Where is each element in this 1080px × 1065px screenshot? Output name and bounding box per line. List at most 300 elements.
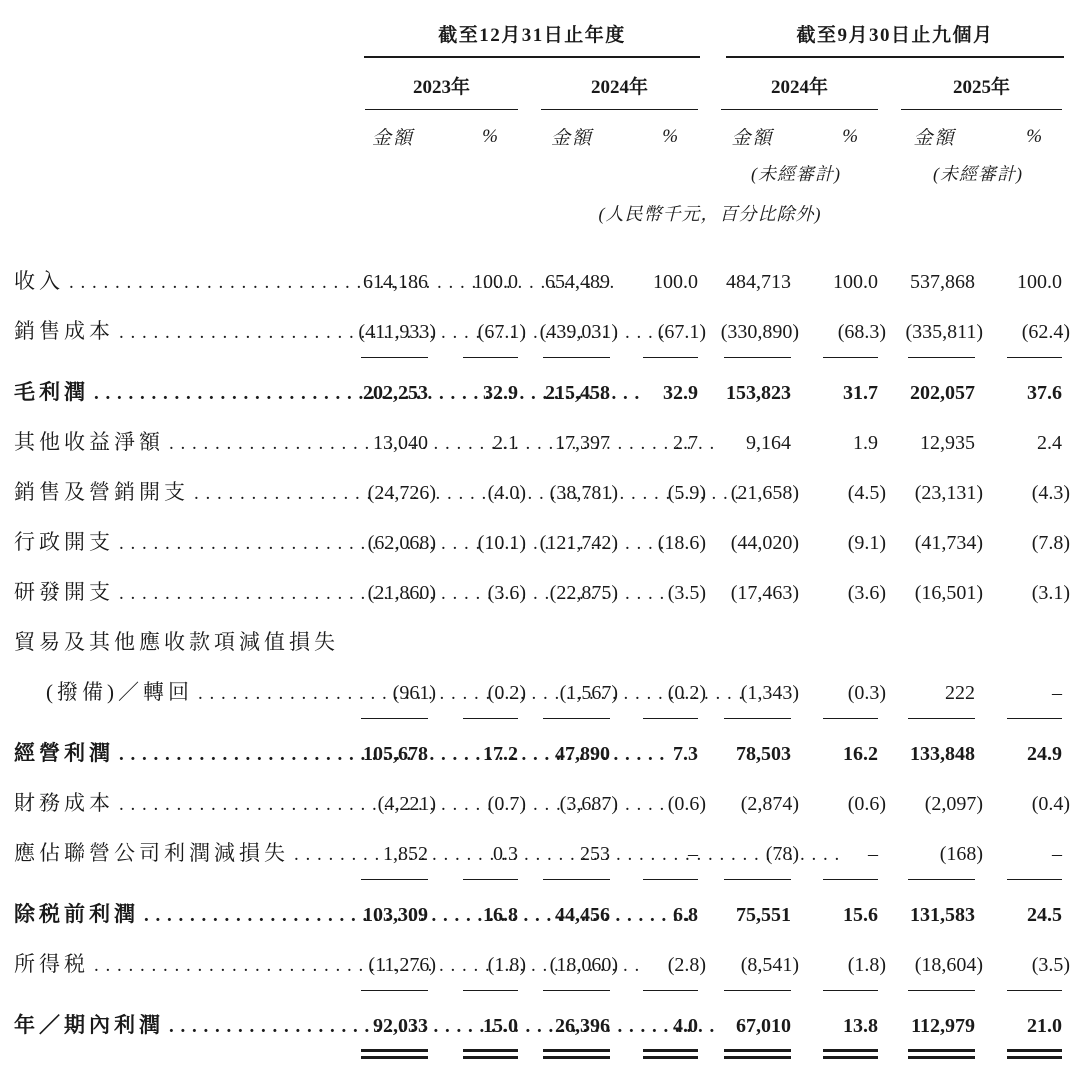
value-cell: [350, 467, 436, 517]
unaudited-row: [0, 150, 1070, 186]
value-cell: [436, 1000, 526, 1065]
value: 253: [580, 843, 610, 865]
value-cell: [886, 417, 983, 467]
value-cell: [706, 939, 799, 1000]
value: (0.6): [847, 793, 887, 815]
value: (18.6): [657, 532, 707, 554]
value-cell: [983, 728, 1070, 778]
amount-header-4: 金額: [913, 128, 956, 149]
value-cell: [436, 417, 526, 467]
value: (7.8): [1031, 532, 1071, 554]
value-cell: [618, 306, 706, 367]
year-header-2024-9m: 2024年: [721, 58, 878, 110]
value-cell: [350, 417, 436, 467]
value: 17,397: [555, 432, 610, 454]
value: (17,463): [730, 582, 800, 604]
value: 15.6: [843, 904, 879, 926]
value: 222: [945, 682, 976, 704]
table-row: [0, 367, 1070, 417]
value: 78,503: [736, 743, 792, 765]
value-cell: [706, 617, 799, 667]
value-cell: [350, 939, 436, 1000]
value: (22,875): [549, 582, 618, 604]
value: (0.2): [487, 682, 526, 704]
value: 2.4: [1037, 432, 1063, 454]
value: (2.8): [667, 954, 707, 976]
value: 112,979: [911, 1015, 976, 1037]
value: 16.8: [483, 904, 518, 926]
value: (3.5): [667, 582, 707, 604]
row-label-cell: [0, 306, 350, 367]
value-cell: [886, 256, 983, 306]
value-cell: [706, 467, 799, 517]
value: 6.8: [673, 904, 699, 926]
table-row: [0, 567, 1070, 617]
value-cell: [350, 517, 436, 567]
value-cell: [799, 367, 886, 417]
row-label-cell: [0, 367, 350, 417]
value: –: [688, 843, 699, 865]
value-cell: [526, 306, 618, 367]
value: (3.6): [847, 582, 887, 604]
row-label-cell: [0, 939, 350, 1000]
value: (67.1): [477, 321, 526, 343]
value: –: [1052, 682, 1063, 704]
value-cell: [886, 939, 983, 1000]
value: (330,890): [720, 321, 800, 343]
value: 1.9: [853, 432, 879, 454]
table-row: [0, 306, 1070, 367]
row-label-cell: [0, 1000, 350, 1065]
value-cell: [618, 567, 706, 617]
value-cell: [983, 667, 1070, 728]
value-cell: [350, 667, 436, 728]
value-cell: [436, 256, 526, 306]
value-cell: [706, 417, 799, 467]
value-cell: [886, 367, 983, 417]
value-cell: [799, 1000, 886, 1065]
amount-header-1: 金額: [371, 128, 414, 149]
value: (18,604): [914, 954, 984, 976]
value-cell: [350, 1000, 436, 1065]
row-label: 銷售成本: [14, 319, 114, 343]
value-cell: [886, 467, 983, 517]
value: (3.1): [1031, 582, 1071, 604]
row-label: 應佔聯營公司利潤減損失: [14, 841, 289, 865]
value: (68.3): [837, 321, 887, 343]
value-cell: [436, 617, 526, 667]
value: 153,823: [726, 382, 792, 404]
value-cell: [436, 467, 526, 517]
value: 100.0: [1017, 271, 1063, 293]
value-cell: [618, 667, 706, 728]
value-cell: [618, 256, 706, 306]
row-label: 毛利潤: [14, 380, 89, 404]
value: 0.3: [493, 843, 518, 865]
value: (3.5): [1031, 954, 1071, 976]
value: (18,060): [549, 954, 618, 976]
table-row: [0, 828, 1070, 889]
value: 31.7: [843, 382, 879, 404]
row-label-cell: [0, 889, 350, 939]
row-label-cell: [0, 517, 350, 567]
value: (4.0): [487, 482, 526, 504]
row-label: 研發開支: [14, 580, 114, 604]
table-row: [0, 889, 1070, 939]
amount-header-3: 金額: [731, 128, 774, 149]
row-label-cell: [0, 778, 350, 828]
row-label-cell: [0, 256, 350, 306]
value: 103,309: [363, 904, 428, 926]
value-cell: [706, 367, 799, 417]
row-label: 銷售及營銷開支: [14, 480, 189, 504]
value: 100.0: [653, 271, 699, 293]
value-cell: [436, 367, 526, 417]
row-label: 貿易及其他應收款項減值損失: [14, 630, 339, 654]
row-label: (撥備)／轉回: [46, 680, 193, 704]
value: (21,860): [367, 582, 436, 604]
value: 100.0: [473, 271, 518, 293]
value: 537,868: [910, 271, 976, 293]
value-cell: [526, 939, 618, 1000]
value-cell: [618, 417, 706, 467]
row-label: 除税前利潤: [14, 902, 139, 926]
value-cell: [799, 939, 886, 1000]
period-header-annual-cell: [350, 16, 706, 58]
value: 202,057: [910, 382, 976, 404]
row-label-cell: [0, 728, 350, 778]
value-cell: [350, 778, 436, 828]
value-cell: [436, 778, 526, 828]
value-cell: [526, 617, 618, 667]
period-header-nine-months-cell: [706, 16, 1070, 58]
value: –: [1052, 843, 1063, 865]
value-cell: [983, 256, 1070, 306]
value-cell: [618, 939, 706, 1000]
value: (21,658): [730, 482, 800, 504]
row-label-cell: [0, 667, 350, 728]
amount-header-2: 金額: [550, 128, 593, 149]
value-cell: [799, 778, 886, 828]
value-cell: [886, 1000, 983, 1065]
value-cell: [436, 728, 526, 778]
year-header-2024: 2024年: [541, 58, 698, 110]
value: 47,890: [555, 743, 610, 765]
value-cell: [436, 306, 526, 367]
percent-header-1: %: [482, 125, 498, 147]
percent-header-2: %: [662, 125, 679, 147]
value-cell: [983, 306, 1070, 367]
value-cell: [706, 828, 799, 889]
value-cell: [983, 889, 1070, 939]
value-cell: [526, 728, 618, 778]
value-cell: [350, 728, 436, 778]
value: (439,031): [539, 321, 618, 343]
value: 17.2: [483, 743, 518, 765]
value: 13,040: [373, 432, 428, 454]
row-label: 經營利潤: [14, 741, 114, 765]
value-cell: [618, 367, 706, 417]
table-row: [0, 617, 1070, 667]
value-cell: [799, 667, 886, 728]
value-cell: [526, 889, 618, 939]
unaudited-note-2024: (未經審計): [751, 164, 842, 184]
value-cell: [983, 467, 1070, 517]
value-cell: [526, 567, 618, 617]
value: 100.0: [833, 271, 879, 293]
value: 654,489: [545, 271, 610, 293]
value: 67,010: [736, 1015, 792, 1037]
value: 7.3: [673, 743, 699, 765]
value-cell: [799, 728, 886, 778]
value: 131,583: [910, 904, 976, 926]
value-cell: [350, 828, 436, 889]
value-cell: [886, 778, 983, 828]
value-cell: [436, 828, 526, 889]
row-label-cell: [0, 567, 350, 617]
table-row: [0, 778, 1070, 828]
value-cell: [799, 828, 886, 889]
row-label: 其他收益淨額: [14, 430, 164, 454]
value-cell: [618, 617, 706, 667]
value-cell: [886, 889, 983, 939]
value-cell: [799, 306, 886, 367]
value: (67.1): [657, 321, 707, 343]
value-cell: [350, 256, 436, 306]
value: (8,541): [740, 954, 800, 976]
period-header-annual: 截至12月31日止年度: [364, 16, 700, 58]
value: 15.0: [483, 1015, 518, 1037]
value: (4.3): [1031, 482, 1071, 504]
row-label-cell: [0, 828, 350, 889]
value-cell: [886, 306, 983, 367]
value-cell: [706, 517, 799, 567]
table-row: [0, 517, 1070, 567]
value: (2,874): [740, 793, 800, 815]
value: 133,848: [910, 743, 976, 765]
value-cell: [350, 367, 436, 417]
value: 2.7: [673, 432, 699, 454]
value-cell: [799, 889, 886, 939]
row-label-cell: [0, 617, 350, 667]
value-cell: [799, 256, 886, 306]
value-cell: [799, 617, 886, 667]
value: (5.9): [667, 482, 707, 504]
value-cell: [436, 567, 526, 617]
value: (10.1): [477, 532, 526, 554]
table-row: [0, 939, 1070, 1000]
value-cell: [886, 517, 983, 567]
value: –: [868, 843, 879, 865]
value: (1,343): [740, 682, 800, 704]
value: 614,186: [363, 271, 428, 293]
value-cell: [526, 828, 618, 889]
value-cell: [983, 567, 1070, 617]
value-cell: [886, 728, 983, 778]
value: 9,164: [746, 432, 792, 454]
row-label: 行政開支: [14, 530, 114, 554]
value: (335,811): [905, 321, 984, 343]
value: 12,935: [920, 432, 976, 454]
value-cell: [706, 667, 799, 728]
table-row: [0, 728, 1070, 778]
value: (1.8): [487, 954, 526, 976]
value-cell: [526, 467, 618, 517]
financial-table: [0, 16, 1070, 1065]
value-cell: [706, 778, 799, 828]
value: (1.8): [847, 954, 887, 976]
value-cell: [350, 306, 436, 367]
value: (4,221): [377, 793, 436, 815]
value-cell: [983, 778, 1070, 828]
value: 202,253: [363, 382, 428, 404]
table-row: [0, 417, 1070, 467]
value: 4.0: [673, 1015, 699, 1037]
value-cell: [886, 567, 983, 617]
value-cell: [983, 828, 1070, 889]
value-cell: [799, 517, 886, 567]
table-row: [0, 256, 1070, 306]
value: 105,678: [363, 743, 428, 765]
value-cell: [618, 728, 706, 778]
value: (411,933): [358, 321, 436, 343]
value: (0.4): [1031, 793, 1071, 815]
value: 1,852: [383, 843, 428, 865]
value: (16,501): [914, 582, 984, 604]
value: (78): [765, 843, 800, 865]
page: [0, 16, 1080, 1065]
percent-header-3: %: [842, 125, 859, 147]
value: 32.9: [663, 382, 699, 404]
value: (0.2): [667, 682, 707, 704]
table-row: [0, 667, 1070, 728]
value-cell: [618, 778, 706, 828]
value-cell: [706, 1000, 799, 1065]
value: (9.1): [847, 532, 887, 554]
value: (0.3): [847, 682, 887, 704]
value: 24.9: [1027, 743, 1063, 765]
value: (121,742): [539, 532, 618, 554]
table-row: [0, 467, 1070, 517]
value: 13.8: [843, 1015, 879, 1037]
value-cell: [526, 778, 618, 828]
value: 215,458: [545, 382, 610, 404]
value: (4.5): [847, 482, 887, 504]
row-label: 收入: [14, 269, 64, 293]
period-header-row: [0, 16, 1070, 58]
value-cell: [886, 617, 983, 667]
value: 32.9: [483, 382, 518, 404]
value: (961): [392, 682, 436, 704]
value: (168): [939, 843, 984, 865]
value-cell: [618, 517, 706, 567]
value-cell: [618, 1000, 706, 1065]
value: (3.6): [487, 582, 526, 604]
table-body: [0, 256, 1070, 1065]
row-label: 財務成本: [14, 791, 114, 815]
value-cell: [983, 517, 1070, 567]
row-label-cell: [0, 417, 350, 467]
value-cell: [618, 889, 706, 939]
value: (0.7): [487, 793, 526, 815]
column-header-row: [0, 110, 1070, 150]
value-cell: [526, 517, 618, 567]
value: 92,033: [373, 1015, 428, 1037]
value: (2,097): [924, 793, 984, 815]
value-cell: [983, 617, 1070, 667]
value-cell: [799, 467, 886, 517]
value-cell: [526, 367, 618, 417]
value: (1,567): [559, 682, 618, 704]
value-cell: [983, 417, 1070, 467]
row-label: 年／期內利潤: [14, 1013, 164, 1037]
value: 37.6: [1027, 382, 1063, 404]
value-cell: [983, 939, 1070, 1000]
value-cell: [886, 828, 983, 889]
year-header-row: [0, 58, 1070, 110]
table-row: [0, 1000, 1070, 1065]
value-cell: [983, 367, 1070, 417]
year-header-2023: 2023年: [365, 58, 518, 110]
value: (3,687): [559, 793, 618, 815]
value: 2.1: [493, 432, 518, 454]
value-cell: [350, 567, 436, 617]
value: 44,456: [555, 904, 610, 926]
value-cell: [436, 667, 526, 728]
value-cell: [799, 417, 886, 467]
value-cell: [618, 467, 706, 517]
value: 484,713: [726, 271, 792, 293]
value: (62.4): [1021, 321, 1071, 343]
value: 24.5: [1027, 904, 1063, 926]
value: 26,396: [555, 1015, 610, 1037]
value-cell: [526, 1000, 618, 1065]
label-column-spacer: [0, 16, 350, 58]
value: (38,781): [549, 482, 618, 504]
value-cell: [706, 567, 799, 617]
value-cell: [526, 667, 618, 728]
value: (11,276): [368, 954, 436, 976]
unit-note-row: [0, 186, 1070, 256]
percent-header-4: %: [1026, 125, 1043, 147]
value-cell: [526, 256, 618, 306]
value-cell: [706, 306, 799, 367]
value: (41,734): [914, 532, 984, 554]
value: (62,068): [367, 532, 436, 554]
value-cell: [799, 567, 886, 617]
value: (23,131): [914, 482, 984, 504]
value-cell: [526, 417, 618, 467]
row-label-cell: [0, 467, 350, 517]
row-label: 所得税: [14, 952, 89, 976]
value-cell: [706, 728, 799, 778]
value-cell: [618, 828, 706, 889]
value: (0.6): [667, 793, 707, 815]
unaudited-note-2025: (未經審計): [933, 164, 1024, 184]
value-cell: [436, 517, 526, 567]
value: 75,551: [736, 904, 792, 926]
value-cell: [706, 256, 799, 306]
value-cell: [350, 617, 436, 667]
value-cell: [983, 1000, 1070, 1065]
value: (44,020): [730, 532, 800, 554]
value-cell: [436, 889, 526, 939]
value: 16.2: [843, 743, 879, 765]
unit-note: (人民幣千元，百分比除外): [598, 204, 822, 224]
value-cell: [436, 939, 526, 1000]
value-cell: [886, 667, 983, 728]
value-cell: [706, 889, 799, 939]
